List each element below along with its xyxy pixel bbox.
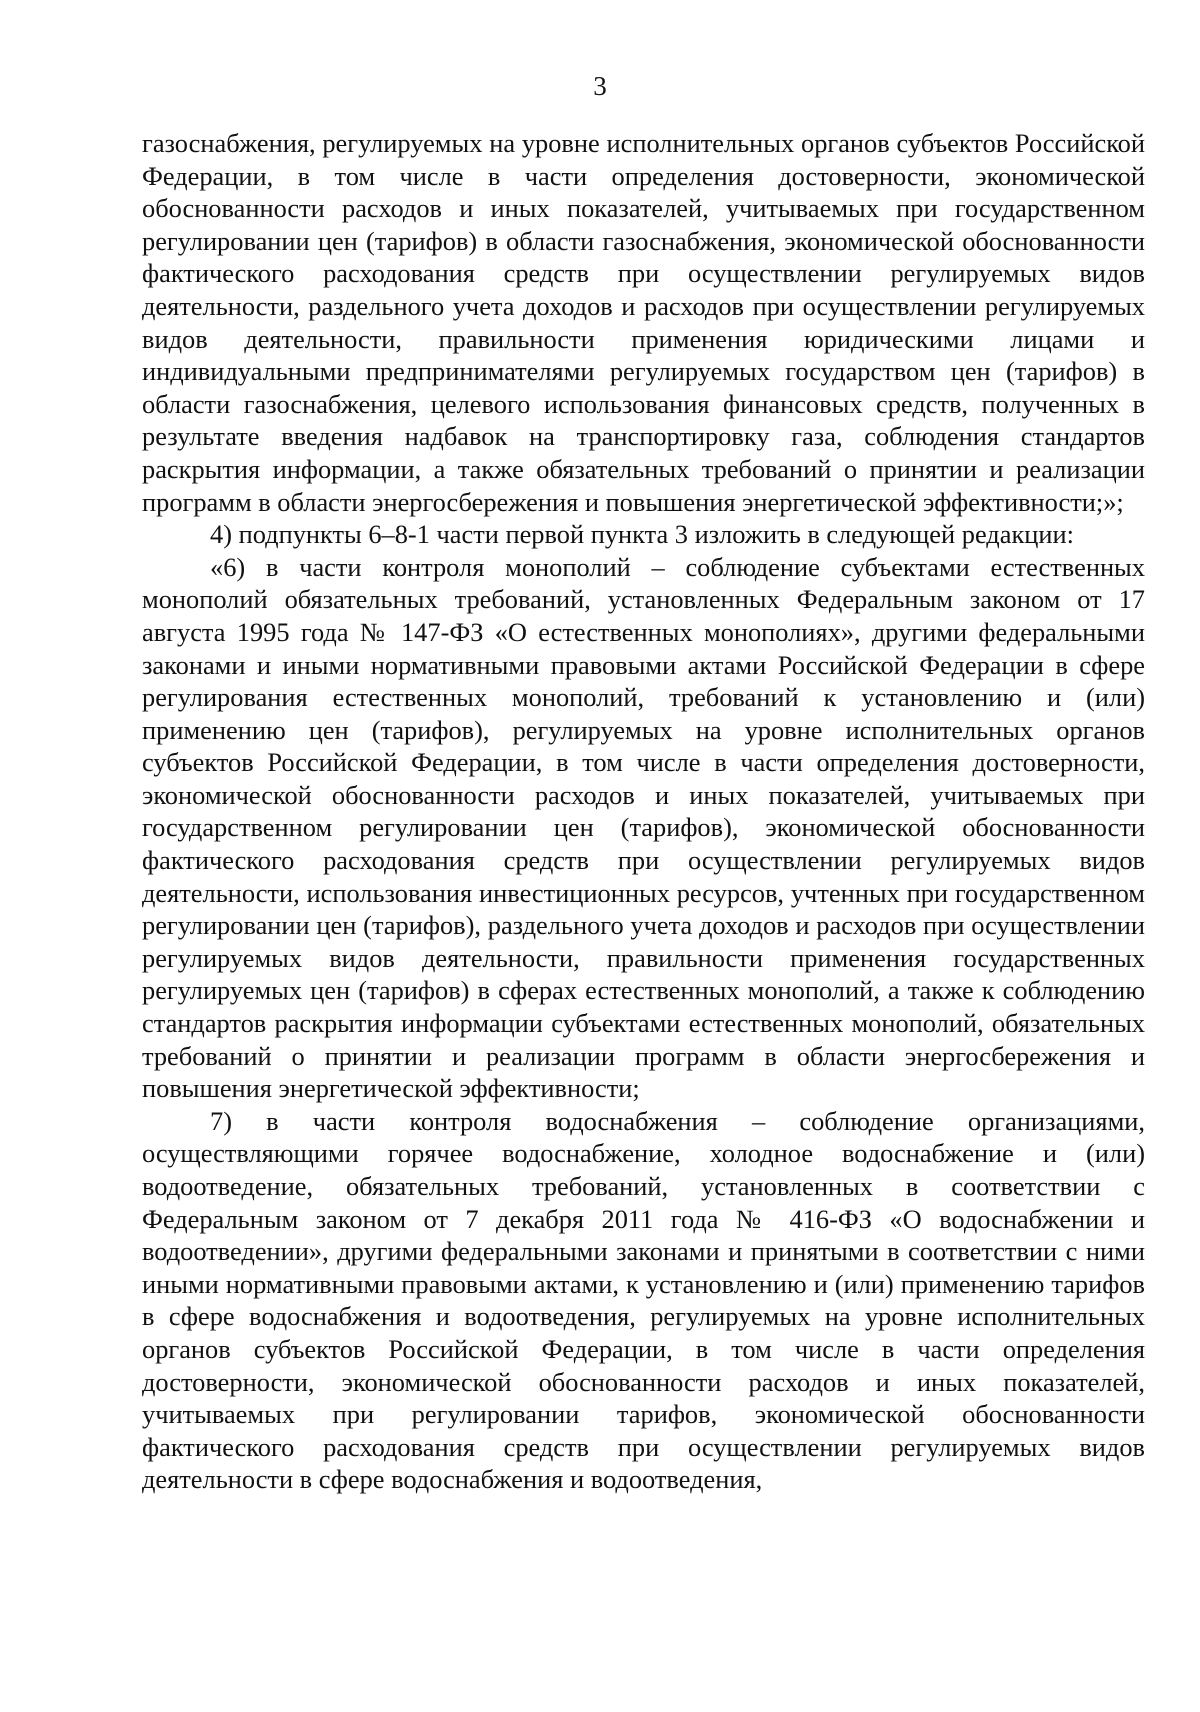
document-body xyxy=(142,127,1145,1496)
paragraph-item-4: 4) подпункты 6–8-1 части первой пункта 3 изложить в следующей редакции: xyxy=(210,519,1074,550)
page-number: 3 xyxy=(593,71,607,101)
paragraph-subitem-7: 7) в части контроля водоснабжения – соблюдение организациями, осуществляющими горячее водоснабжение, холодное водоснабжение и (или) водоотведение, обязательных требований, установленных в соответствии с Федеральным законом от 7 декабря 2011 года № 416-ФЗ «О водоснабжении и водоотведении», другими федеральными законами и принятыми в соответствии с ними иными нормативными правовыми актами, к установлению и (или) применению тарифов в сфере водоснабжения и водоотведения, регулируемых на уровне исполнительных органов субъектов Российской Федерации, в том числе в части определения достоверности, экономической обоснованности расходов и иных показателей, учитываемых при регулировании тарифов, экономической обоснованности фактического расходования средств при осуществлении регулируемых видов деятельности в сфере водоснабжения и водоотведения, xyxy=(142,1105,1145,1495)
paragraph-continuation: газоснабжения, регулируемых на уровне исполнительных органов субъектов Российской Федерации, в том числе в части определения достоверности, экономической обоснованности расходов и иных показателей, учитываемых при государственном регулировании цен (тарифов) в области газоснабжения, экономической обоснованности фактического расходования средств при осуществлении регулируемых видов деятельности, раздельного учета доходов и расходов при осуществлении регулируемых видов деятельности, правильности применения юридическими лицами и индивидуальными предпринимателями регулируемых государством цен (тарифов) в области газоснабжения, целевого использования финансовых средств, полученных в результате введения надбавок на транспортировку газа, соблюдения стандартов раскрытия информации, а также обязательных требований о принятии и реализации программ в области энергосбережения и повышения энергетической эффективности;»; xyxy=(142,128,1145,517)
paragraph-subitem-6: «6) в части контроля монополий – соблюдение субъектами естественных монополий обязательных требований, установленных Федеральным законом от 17 августа 1995 года № 147-ФЗ «О естественных монополиях», другими федеральными законами и иными нормативными правовыми актами Российской Федерации в сфере регулирования естественных монополий, требований к установлению и (или) применению цен (тарифов), регулируемых на уровне исполнительных органов субъектов Российской Федерации, в том числе в части определения достоверности, экономической обоснованности расходов и иных показателей, учитываемых при государственном регулировании цен (тарифов), экономической обоснованности фактического расходования средств при осуществлении регулируемых видов деятельности, использования инвестиционных ресурсов, учтенных при государственном регулировании цен (тарифов), раздельного учета доходов и расходов при осуществлении регулируемых видов деятельности, правильности применения государственных регулируемых цен (тарифов) в сферах естественных монополий, а также к соблюдению стандартов раскрытия информации субъектами естественных монополий, обязательных требований о принятии и реализации программ в области энергосбережения и повышения энергетической эффективности; xyxy=(142,551,1145,1104)
